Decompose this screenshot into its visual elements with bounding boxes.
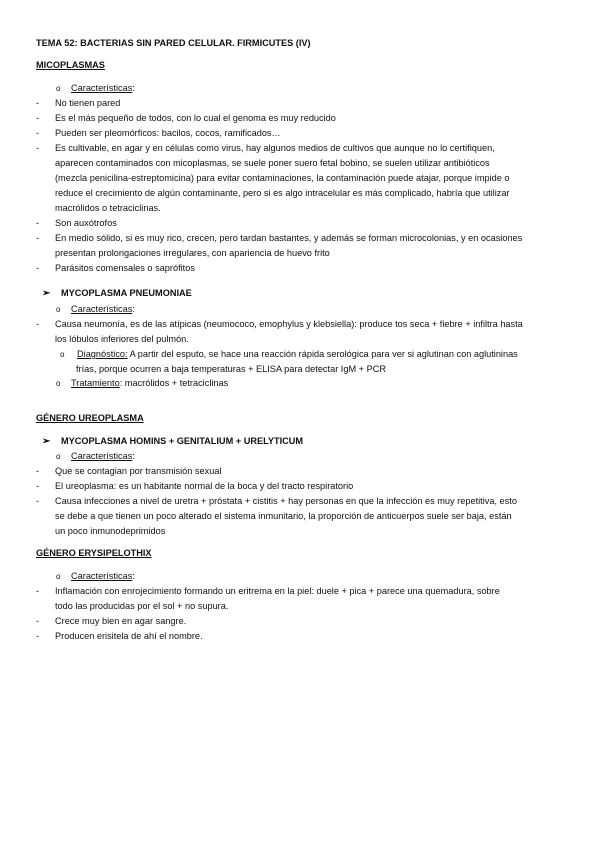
list-item-text: Producen erisitela de ahí el nombre. <box>55 631 203 641</box>
caracteristicas-label: Características <box>71 83 133 93</box>
subheading-pneumoniae <box>42 286 192 301</box>
list-item-text: reduce el crecimiento de algún contaminante, pero si es algo intracelular es más complicado, habría que utilizar <box>55 188 510 198</box>
dash-bullet-icon: - <box>36 128 40 138</box>
label-suffix: : <box>132 451 135 461</box>
section-heading-erysipelothix: GÉNERO ERYSIPELOTHIX <box>36 548 152 558</box>
subheading-text: MYCOPLASMA HOMINS + GENITALIUM + URELYTICUM <box>60 436 304 446</box>
subheading-homins <box>42 434 303 449</box>
list-item-text: aparecen contaminados con micoplasmas, se suele poner suero fetal bobino, se suelen utilizar antibióticos <box>55 158 490 168</box>
subitem-tratamiento <box>56 376 228 391</box>
list-item-text: Son auxótrofos <box>55 218 117 228</box>
arrow-bullet-icon: ➢ <box>42 288 51 299</box>
dash-bullet-icon: - <box>36 496 40 506</box>
list-item-text: se debe a que tienen un poco alterado el sistema inmunitario, la proporción de anticuerpos suele ser baja, están <box>55 511 512 521</box>
dash-bullet-icon: - <box>36 466 40 476</box>
list-item-text: Es el más pequeño de todos, con lo cual el genoma es muy reducido <box>55 113 336 123</box>
list-item-text: Parásitos comensales o saprófitos <box>55 263 195 273</box>
list-item-text: Causa neumonía, es de las atípicas (neumococo, emophylus y klebsiella): produce tos seca + fiebre + infiltra hasta <box>55 319 523 329</box>
diagnostico-text: frías, porque ocurren a baja temperaturas + ELISA para detectar IgM + PCR <box>76 364 386 374</box>
list-item-text: Es cultivable, en agar y en células como virus, hay algunos medios de cultivos que aunque no lo certifiquen, <box>55 143 495 153</box>
list-item-text: macrólidos o tetraciclinas. <box>55 203 161 213</box>
dash-bullet-icon: - <box>36 233 40 243</box>
subitem-caracteristicas <box>56 569 135 584</box>
caracteristicas-label: Características <box>71 451 133 461</box>
dash-bullet-icon: - <box>36 98 40 108</box>
list-item-text: los lóbulos inferiores del pulmón. <box>55 334 189 344</box>
dash-bullet-icon: - <box>36 481 40 491</box>
list-item-text: El ureoplasma: es un habitante normal de la boca y del tracto respiratorio <box>55 481 354 491</box>
diagnostico-label: Diagnóstico: <box>77 349 128 359</box>
circle-bullet-icon: o <box>56 572 61 581</box>
list-item-text: todo las producidas por el sol + no supura. <box>55 601 229 611</box>
list-item-text: Pueden ser pleomórficos: bacilos, cocos, ramificados… <box>55 128 281 138</box>
subitem-diagnostico <box>60 347 518 362</box>
dash-bullet-icon: - <box>36 263 40 273</box>
circle-bullet-icon: o <box>56 452 61 461</box>
list-item-text: Crece muy bien en agar sangre. <box>55 616 187 626</box>
tratamiento-label: Tratamiento <box>71 378 120 388</box>
list-item-text: No tienen pared <box>55 98 121 108</box>
caracteristicas-label: Características <box>71 571 133 581</box>
dash-bullet-icon: - <box>36 631 40 641</box>
label-suffix: : <box>132 304 135 314</box>
tratamiento-text: : macrólidos + tetraciclinas <box>119 378 229 388</box>
label-suffix: : <box>132 571 135 581</box>
subitem-caracteristicas <box>56 302 135 317</box>
dash-bullet-icon: - <box>36 586 40 596</box>
list-item-text: En medio sólido, si es muy rico, crecen, pero tardan bastantes, y además se forman microcolonias, y en ocasiones <box>55 233 523 243</box>
list-item-text: presentan prolongaciones irregulares, con apariencia de huevo frito <box>55 248 330 258</box>
list-item-text: (mezcla penicilina-estreptomicina) para evitar contaminaciones, la contaminación puede atajar, porque impide o <box>55 173 510 183</box>
circle-bullet-icon: o <box>60 350 65 359</box>
circle-bullet-icon: o <box>56 305 61 314</box>
list-item-text: un poco inmunodeprimidos <box>55 526 166 536</box>
diagnostico-text: A partir del esputo, se hace una reacción rápida serológica para ver si aglutinan con aglutininas <box>127 349 518 359</box>
subheading-text: MYCOPLASMA PNEUMONIAE <box>60 288 192 298</box>
section-heading-micoplasmas: MICOPLASMAS <box>36 60 105 70</box>
list-item-text: Que se contagian por transmisión sexual <box>55 466 222 476</box>
subitem-caracteristicas <box>56 449 135 464</box>
section-heading-ureoplasma: GÉNERO UREOPLASMA <box>36 413 144 423</box>
dash-bullet-icon: - <box>36 113 40 123</box>
label-suffix: : <box>132 83 135 93</box>
arrow-bullet-icon: ➢ <box>42 436 51 447</box>
dash-bullet-icon: - <box>36 143 40 153</box>
document-title: TEMA 52: BACTERIAS SIN PARED CELULAR. FIRMICUTES (IV) <box>36 38 311 48</box>
dash-bullet-icon: - <box>36 218 40 228</box>
dash-bullet-icon: - <box>36 616 40 626</box>
caracteristicas-label: Características <box>71 304 133 314</box>
circle-bullet-icon: o <box>56 84 61 93</box>
subitem-caracteristicas <box>56 81 135 96</box>
list-item-text: Inflamación con enrojecimiento formando un eritrema en la piel: duele + pica + parece una quemadura, sobre <box>55 586 500 596</box>
dash-bullet-icon: - <box>36 319 40 329</box>
circle-bullet-icon: o <box>56 379 61 388</box>
list-item-text: Causa infecciones a nivel de uretra + próstata + cistitis + hay personas en que la infección es muy repetitiva, esto <box>55 496 517 506</box>
